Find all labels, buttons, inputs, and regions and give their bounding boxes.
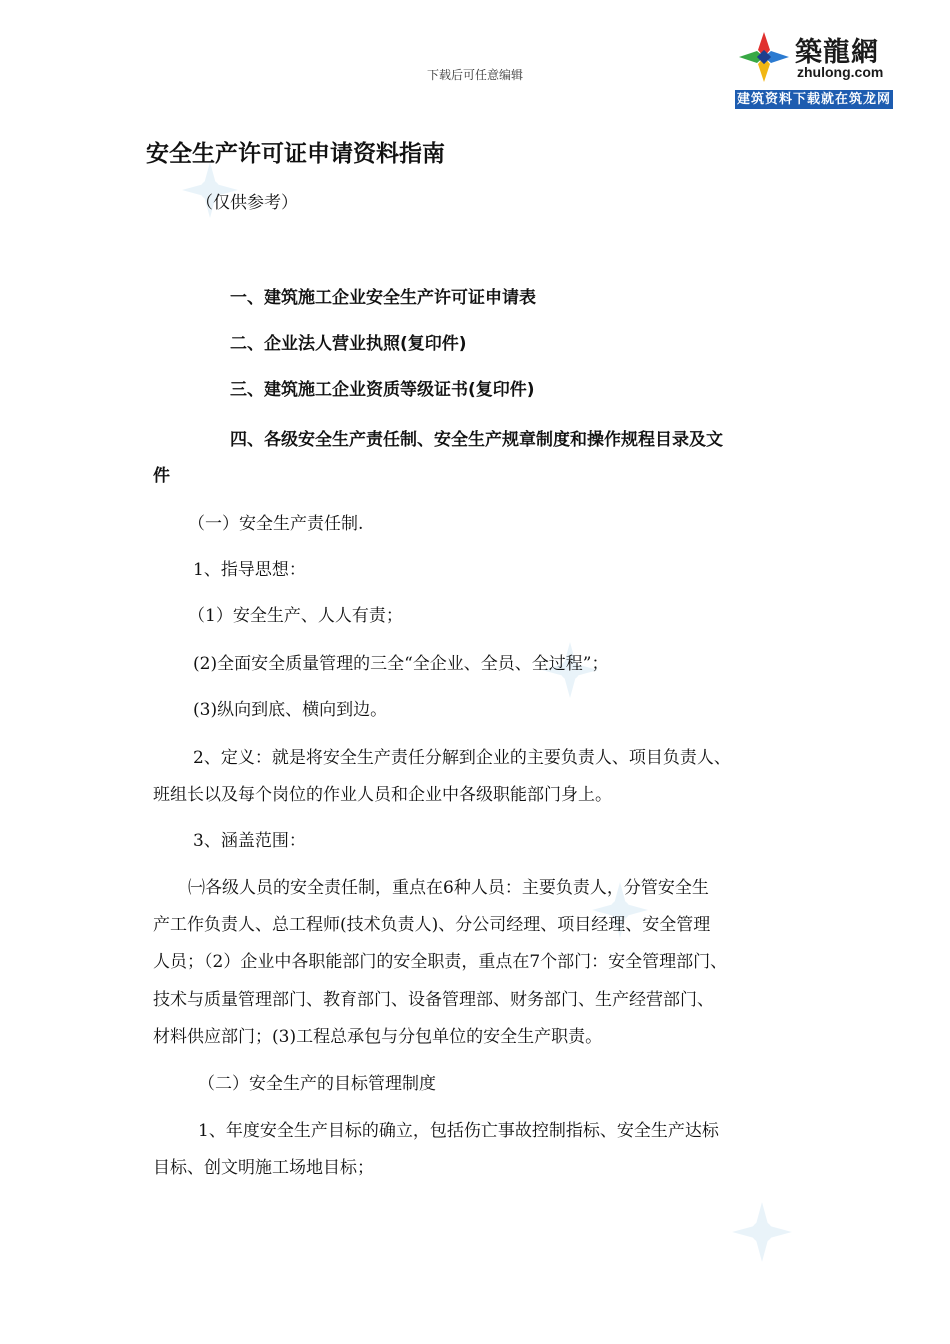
section-heading: 四、各级安全生产责任制、安全生产规章制度和操作规程目录及文 <box>230 430 723 450</box>
body-line: （1）安全生产、人人有责； <box>188 606 403 626</box>
section-heading: 二、企业法人营业执照(复印件) <box>230 334 467 354</box>
body-line: 目标、创文明施工场地目标； <box>153 1158 374 1178</box>
body-line: 1、年度安全生产目标的确立，包括伤亡事故控制指标、安全生产达标 <box>198 1121 719 1141</box>
body-line: (3)纵向到底、横向到边。 <box>193 700 388 720</box>
body-line: 班组长以及每个岗位的作业人员和企业中各级职能部门身上。 <box>153 785 612 805</box>
body-line: 1、指导思想： <box>193 560 306 580</box>
body-line: ㈠各级人员的安全责任制，重点在6种人员：主要负责人，分管安全生 <box>188 878 709 898</box>
document-subtitle: （仅供参考） <box>196 193 298 213</box>
body-line: 技术与质量管理部门、教育部门、设备管理部、财务部门、生产经营部门、 <box>153 990 714 1010</box>
section-heading: 三、建筑施工企业资质等级证书(复印件) <box>230 380 535 400</box>
logo-domain: zhulong.com <box>797 64 884 80</box>
section-heading: 一、建筑施工企业安全生产许可证申请表 <box>230 288 536 308</box>
body-line: （二）安全生产的目标管理制度 <box>198 1074 436 1094</box>
body-line: 2、定义：就是将安全生产责任分解到企业的主要负责人、项目负责人、 <box>193 748 731 768</box>
header-note: 下载后可任意编辑 <box>426 68 523 82</box>
logo-brand: 築龍網 <box>795 37 879 68</box>
zhulong-emblem-icon <box>737 30 791 84</box>
logo-slogan: 建筑资料下载就在筑龙网 <box>736 92 891 107</box>
watermark-icon <box>730 1200 794 1264</box>
document-title: 安全生产许可证申请资料指南 <box>146 141 445 167</box>
body-line: 3、涵盖范围： <box>193 831 306 851</box>
zhulong-logo <box>735 28 893 110</box>
body-line: 产工作负责人、总工程师(技术负责人)、分公司经理、项目经理、安全管理 <box>153 915 711 935</box>
body-line: 人员；（2）企业中各职能部门的安全职责，重点在7个部门：安全管理部门、 <box>153 952 728 972</box>
body-line: (2)全面安全质量管理的三全“全企业、全员、全过程”； <box>193 654 609 674</box>
section-heading: 件 <box>153 466 170 486</box>
body-line: 材料供应部门；(3)工程总承包与分包单位的安全生产职责。 <box>153 1027 603 1047</box>
body-line: （一）安全生产责任制. <box>188 514 364 534</box>
